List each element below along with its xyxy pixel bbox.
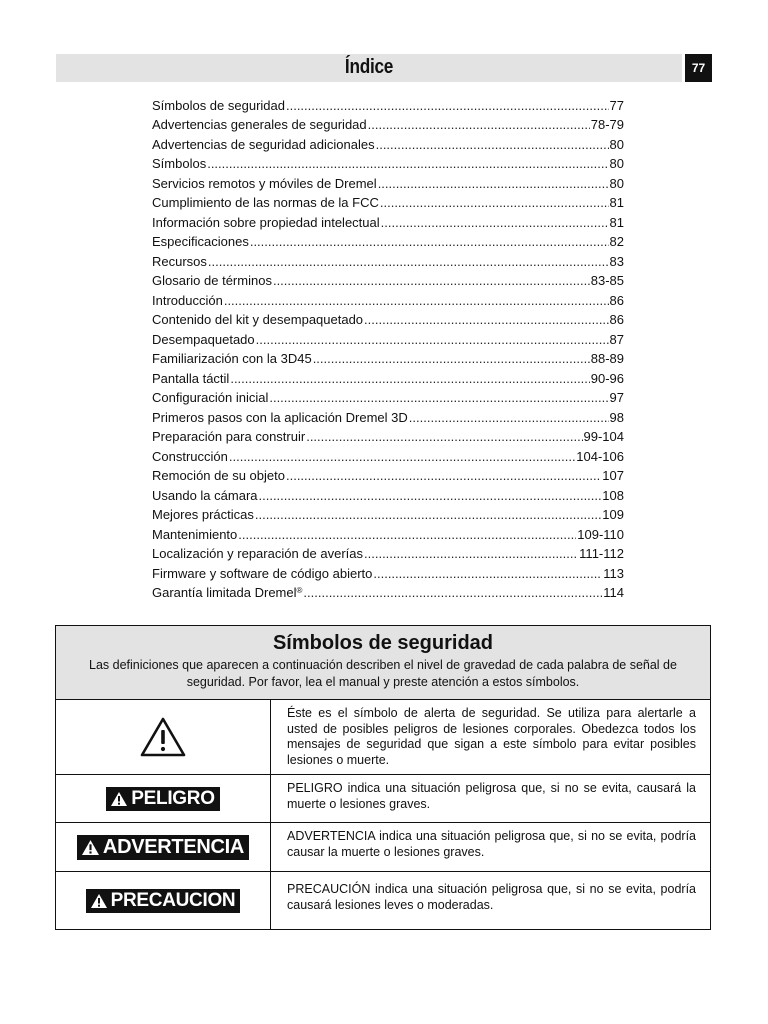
safety-icon-cell xyxy=(56,700,271,774)
toc-entry-title: Usando la cámara xyxy=(152,487,258,503)
toc-entry-page: 88-89 xyxy=(590,351,624,366)
toc-entry-page: 98 xyxy=(609,409,624,425)
toc-entry[interactable] xyxy=(152,444,624,464)
toc-entry-title: Servicios remotos y móviles de Dremel xyxy=(152,175,377,191)
toc-entry[interactable] xyxy=(152,230,624,250)
toc-entry-page: 109-110 xyxy=(577,526,624,542)
toc-leader-dots xyxy=(269,390,608,405)
toc-entry[interactable] xyxy=(152,249,624,269)
toc-entry-title: Mejores prácticas xyxy=(152,507,254,522)
toc-entry[interactable] xyxy=(152,503,624,523)
toc-entry-page: 113 xyxy=(603,565,624,581)
toc-entry-title: Glosario de términos xyxy=(152,273,272,288)
badge-label: PELIGRO xyxy=(131,787,215,809)
toc-entry-page: 81 xyxy=(609,195,624,210)
toc-entry-page: 78-79 xyxy=(590,117,624,132)
safety-row-advertencia xyxy=(56,823,710,872)
page-number: 77 xyxy=(685,54,712,82)
toc-entry-title: Construcción xyxy=(152,448,228,464)
toc-entry-title: Primeros pasos con la aplicación Dremel 3D xyxy=(152,409,408,425)
toc-entry[interactable] xyxy=(152,191,624,211)
toc-leader-dots xyxy=(381,215,609,230)
toc-leader-dots xyxy=(313,351,590,366)
toc-entry[interactable] xyxy=(152,464,624,484)
toc-leader-dots xyxy=(376,137,609,152)
toc-leader-dots xyxy=(380,195,609,210)
toc-entry-title: Localización y reparación de averías xyxy=(152,546,364,561)
safety-intro: Las definiciones que aparecen a continuación describen el nivel de gravedad de cada palabra de señal de seguridad. Por favor, lea el manual y preste atención a estos símbolos. xyxy=(89,658,677,689)
toc-entry[interactable] xyxy=(152,386,624,406)
toc-entry-title xyxy=(152,585,302,600)
toc-entry-title: Especificaciones xyxy=(152,234,249,249)
toc-entry-page: 80 xyxy=(609,156,624,171)
toc-leader-dots xyxy=(364,312,608,327)
toc-leader-dots xyxy=(409,410,609,425)
toc-entry-page: 86 xyxy=(609,292,624,308)
toc-entry-page: 77 xyxy=(609,97,624,113)
toc-leader-dots xyxy=(207,156,608,171)
toc-entry-page: 99-104 xyxy=(583,429,624,444)
safety-row-precaucion xyxy=(56,872,710,930)
toc-entry[interactable] xyxy=(152,561,624,581)
safety-description: Éste es el símbolo de alerta de seguridad. Se utiliza para alertarle a usted de posibles peligros de lesiones corporales. Obedezca todos los mensajes de seguridad que sigan a este símbolo para evitar posibles lesiones o muerte. xyxy=(287,706,696,767)
safety-row-alert xyxy=(56,700,710,775)
index-header-bar xyxy=(56,54,682,82)
toc-entry-page: 86 xyxy=(609,312,624,327)
safety-description: PELIGRO indica una situación peligrosa que, si no se evita, causará la muerte o lesiones graves. xyxy=(287,781,696,811)
toc-leader-dots xyxy=(250,234,609,249)
toc-entry-title: Firmware y software de código abierto xyxy=(152,565,373,581)
precaucion-badge xyxy=(86,889,241,913)
toc-entry-title: Cumplimiento de las normas de la FCC xyxy=(152,195,379,210)
toc-entry-title: Símbolos de seguridad xyxy=(152,97,285,113)
toc-entry-title: Preparación para construir xyxy=(152,429,306,444)
toc-entry-page: 109 xyxy=(602,507,624,522)
safety-description: PRECAUCIÓN indica una situación peligrosa que, si no se evita, podría causará lesiones leves o moderadas. xyxy=(287,882,696,912)
toc-entry-page: 104-106 xyxy=(576,448,624,464)
toc-leader-dots xyxy=(259,488,602,503)
toc-leader-dots xyxy=(255,507,601,522)
toc-entry-page: 108 xyxy=(602,487,624,503)
registered-mark: ® xyxy=(296,586,303,595)
toc-entry-title: Remoción de su objeto xyxy=(152,468,285,483)
toc-leader-dots xyxy=(303,585,602,600)
badge-label: ADVERTENCIA xyxy=(102,835,245,858)
safety-row-peligro xyxy=(56,775,710,823)
toc-entry-page: 114 xyxy=(603,585,624,600)
toc-entry-title: Introducción xyxy=(152,292,223,308)
toc-entry-page: 90-96 xyxy=(590,370,624,386)
warning-triangle-icon xyxy=(91,894,107,908)
warning-triangle-icon xyxy=(82,840,99,855)
toc-entry-title: Recursos xyxy=(152,253,207,269)
warning-triangle-icon xyxy=(111,792,127,806)
toc-entry-page: 80 xyxy=(609,136,624,152)
toc-entry-title-text: Garantía limitada Dremel xyxy=(152,585,297,600)
toc-entry-page: 107 xyxy=(602,468,624,483)
warning-triangle-icon xyxy=(139,716,187,758)
toc-entry-page: 83-85 xyxy=(590,273,624,288)
toc-leader-dots xyxy=(230,371,589,386)
toc-entry-page: 97 xyxy=(609,390,624,405)
toc-entry[interactable] xyxy=(152,425,624,445)
toc-entry[interactable] xyxy=(152,405,624,425)
toc-entry[interactable] xyxy=(152,366,624,386)
toc-leader-dots xyxy=(373,566,602,581)
toc-entry-page: 82 xyxy=(609,234,624,249)
toc-leader-dots xyxy=(256,332,609,347)
toc-entry-title: Configuración inicial xyxy=(152,390,269,405)
toc-leader-dots xyxy=(208,254,609,269)
toc-leader-dots xyxy=(238,527,576,542)
toc-entry-title: Familiarización con la 3D45 xyxy=(152,351,312,366)
toc-entry-title: Información sobre propiedad intelectual xyxy=(152,214,380,230)
toc-entry[interactable] xyxy=(152,581,624,601)
toc-leader-dots xyxy=(364,546,578,561)
toc-entry-page: 83 xyxy=(609,253,624,269)
page-title: Índice xyxy=(344,56,394,78)
toc-entry-page: 81 xyxy=(609,214,624,230)
toc-entry[interactable] xyxy=(152,542,624,562)
toc-leader-dots xyxy=(378,176,609,191)
toc-entry-title: Contenido del kit y desempaquetado xyxy=(152,312,364,327)
toc-entry[interactable] xyxy=(152,327,624,347)
toc-leader-dots xyxy=(229,449,575,464)
toc-entry[interactable] xyxy=(152,483,624,503)
toc-entry-title: Advertencias generales de seguridad xyxy=(152,117,367,132)
safety-icon-cell xyxy=(56,823,271,871)
safety-description: ADVERTENCIA indica una situación peligrosa que, si no se evita, podría causar la muerte o lesiones graves. xyxy=(287,829,696,859)
safety-title: Símbolos de seguridad xyxy=(272,632,494,654)
toc-entry-title: Mantenimiento xyxy=(152,526,238,542)
toc-entry[interactable] xyxy=(152,152,624,172)
safety-icon-cell xyxy=(56,775,271,822)
advertencia-badge xyxy=(77,835,249,860)
toc-entry-page: 111-112 xyxy=(579,546,624,561)
toc-entry[interactable] xyxy=(152,210,624,230)
toc-entry[interactable] xyxy=(152,113,624,133)
badge-label: PRECAUCION xyxy=(110,890,236,911)
toc-entry[interactable] xyxy=(152,347,624,367)
toc-entry-title: Advertencias de seguridad adicionales xyxy=(152,136,375,152)
table-of-contents xyxy=(152,93,624,600)
toc-entry[interactable] xyxy=(152,132,624,152)
toc-leader-dots xyxy=(224,293,609,308)
toc-entry-title: Pantalla táctil xyxy=(152,370,230,386)
toc-leader-dots xyxy=(286,98,609,113)
toc-leader-dots xyxy=(286,468,601,483)
toc-entry-page: 80 xyxy=(609,175,624,191)
toc-leader-dots xyxy=(273,273,590,288)
safety-symbols-table xyxy=(55,625,711,930)
toc-entry[interactable] xyxy=(152,522,624,542)
toc-entry[interactable] xyxy=(152,93,624,113)
safety-icon-cell xyxy=(56,872,271,930)
toc-entry[interactable] xyxy=(152,308,624,328)
toc-entry[interactable] xyxy=(152,269,624,289)
toc-entry[interactable] xyxy=(152,171,624,191)
safety-table-header xyxy=(56,626,710,700)
toc-leader-dots xyxy=(306,429,582,444)
toc-entry-title: Desempaquetado xyxy=(152,331,255,347)
peligro-badge xyxy=(106,787,219,811)
toc-entry-title: Símbolos xyxy=(152,156,207,171)
toc-entry[interactable] xyxy=(152,288,624,308)
toc-leader-dots xyxy=(368,117,590,132)
toc-entry-page: 87 xyxy=(609,331,624,347)
